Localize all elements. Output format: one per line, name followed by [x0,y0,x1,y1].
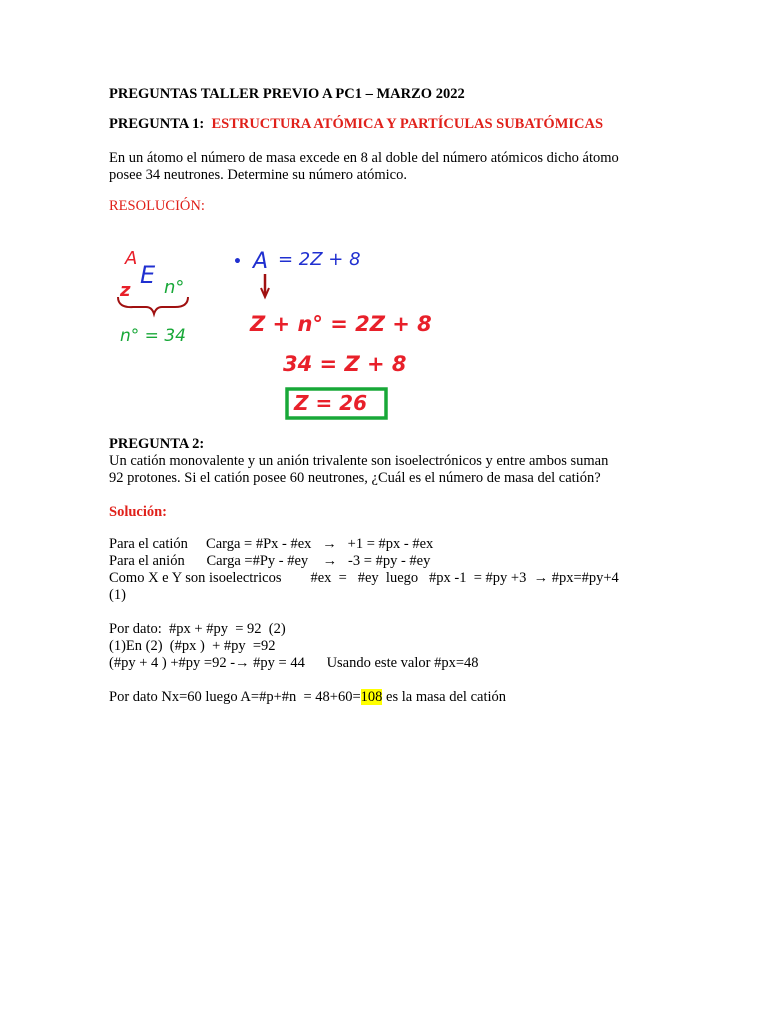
hw-eq1-rest: = 2Z + 8 [278,249,361,270]
question-2-label: PREGUNTA 2: [109,436,205,452]
solution-line-6: (1)En (2) (#px ) + #py =92 [109,638,276,654]
solution-line-4: (1) [109,587,126,603]
page-title: PREGUNTAS TALLER PREVIO A PC1 – MARZO 2022 [109,86,465,102]
resolution-label: RESOLUCIÓN: [109,198,205,214]
question-2-text-line-1: Un catión monovalente y un anión trivalente son isoelectrónicos y entre ambos suman [109,453,609,469]
hw-answer: Z = 26 [294,391,368,415]
solution-label: Solución: [109,504,168,520]
question-1-label: PREGUNTA 1: [109,116,205,132]
hw-neutrons-n: n° [164,277,185,298]
hw-element-E: E [140,261,156,289]
question-1-text-line-2: posee 34 neutrones. Determine su número atómico. [109,167,407,183]
solution-line-1: Para el catión Carga = #Px - #ex → +1 = #px - #ex [109,536,434,552]
final-text-pre: Por dato Nx=60 luego A=#p+#n = 48+60= [109,689,361,705]
final-text-post: es la masa del catión [382,689,507,705]
question-2-text-line-2: 92 protones. Si el catión posee 60 neutrones, ¿Cuál es el número de masa del catión? [109,470,601,486]
hw-atomic-number-Z: z [120,280,131,301]
hw-eq2: Z + n° = 2Z + 8 [250,312,432,336]
hw-mass-number-A: A [125,248,138,269]
solution-line-3: Como X e Y son isoelectricos #ex = #ey luego #px -1 = #py +3 → #px=#py+4 [109,570,619,586]
solution-line-2: Para el anión Carga =#Py - #ey → -3 = #py - #ey [109,553,431,569]
hw-eq3: 34 = Z + 8 [283,352,407,376]
handwritten-resolution [0,0,768,430]
hw-neutron-value: n° = 34 [120,326,186,346]
solution-line-5: Por dato: #px + #py = 92 (2) [109,621,286,637]
solution-line-8 [109,689,506,706]
final-answer-highlight: 108 [360,689,383,705]
question-1-text-line-1: En un átomo el número de masa excede en 8 al doble del número atómicos dicho átomo [109,150,619,166]
question-1-topic: ESTRUCTURA ATÓMICA Y PARTÍCULAS SUBATÓMICAS [211,116,604,132]
hw-bullet: • [233,254,242,270]
solution-line-7: (#py + 4 ) +#py =92 -→ #py = 44 Usando este valor #px=48 [109,655,479,671]
hw-eq1-A: A [253,249,269,274]
